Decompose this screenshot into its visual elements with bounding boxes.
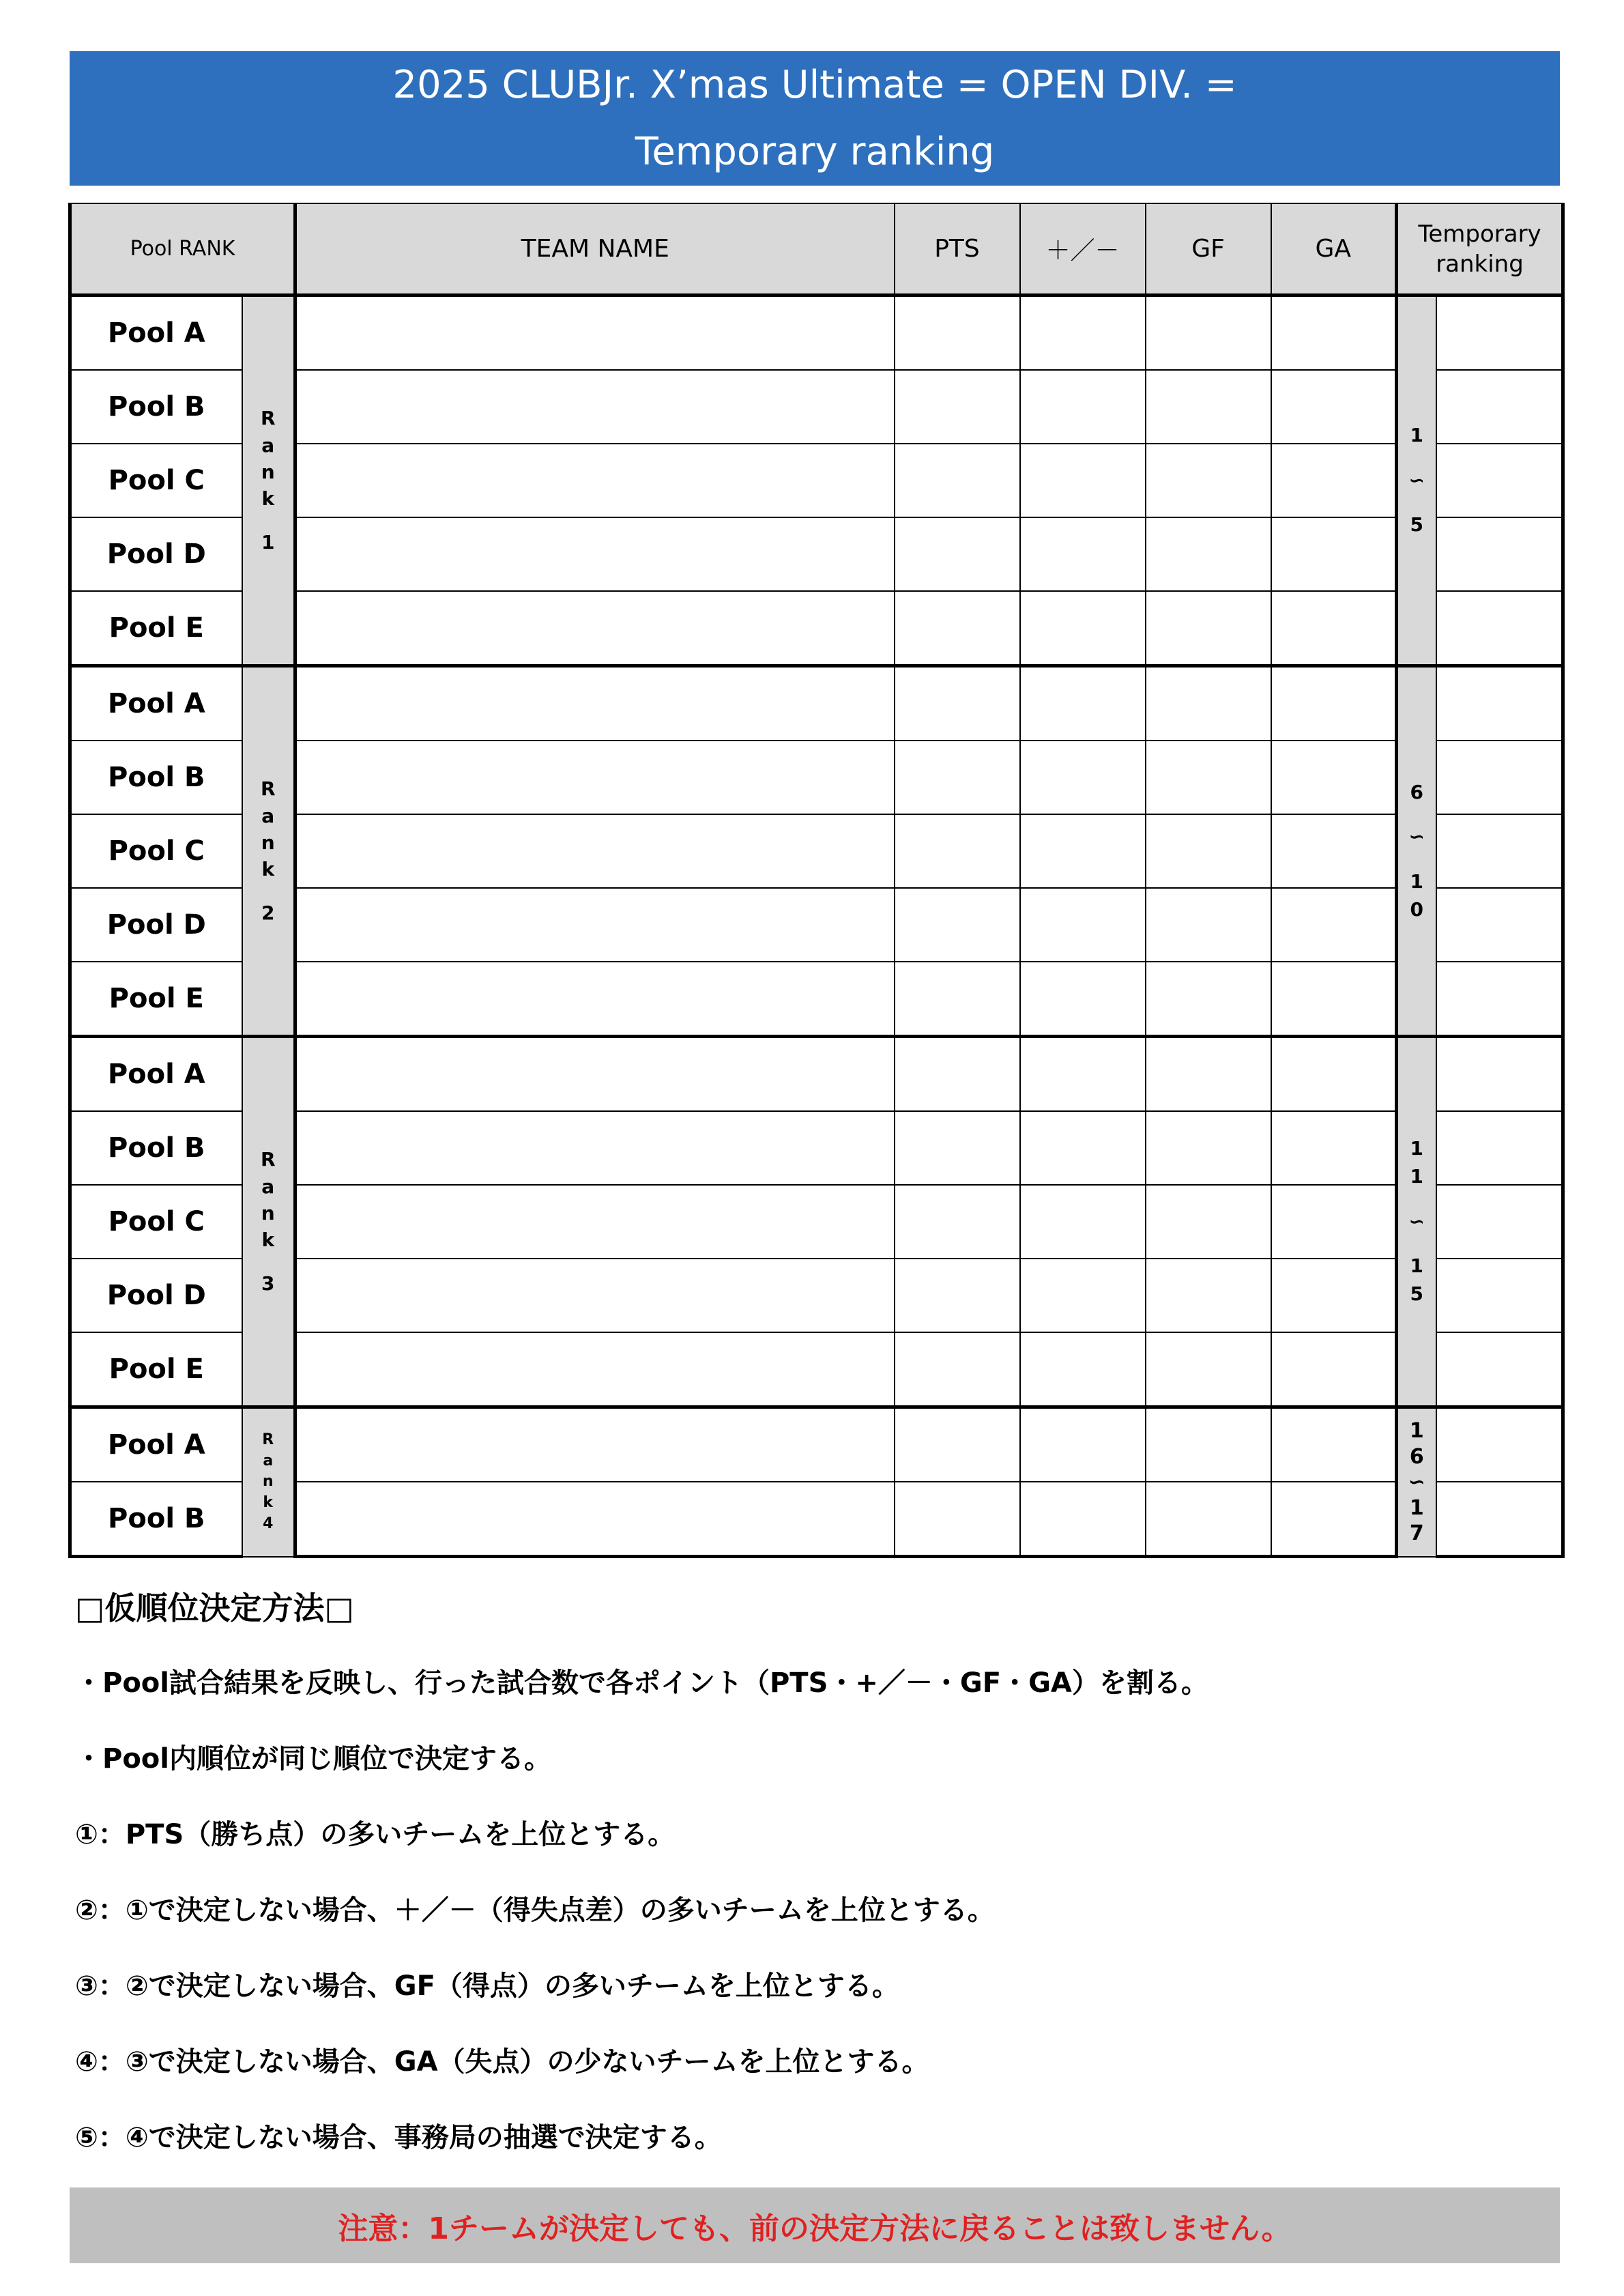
range-char: 5 [1410,513,1423,536]
header-gf: GF [1146,203,1271,296]
team-name-cell[interactable] [295,741,895,814]
temporary-ranking-cell[interactable] [1436,814,1563,888]
note-item: ・Pool試合結果を反映し、行った試合数で各ポイント（PTS・+／－・GF・GA）を割る。 [75,1667,1208,1699]
team-name-cell[interactable] [295,1037,895,1112]
rank-char: 2 [261,902,275,925]
team-name-cell[interactable] [295,517,895,591]
temporary-ranking-cell[interactable] [1436,741,1563,814]
ga-cell[interactable] [1271,444,1397,517]
plus-minus-cell[interactable] [1020,666,1146,741]
plus-minus-cell[interactable] [1020,591,1146,666]
rank-char: a [261,433,275,457]
pts-cell[interactable] [895,1185,1020,1259]
temporary-ranking-cell[interactable] [1436,1332,1563,1407]
pool-label: Pool D [70,517,242,591]
range-char: 5 [1410,1282,1423,1306]
range-char: 6 [1409,1444,1424,1469]
ga-cell[interactable] [1271,962,1397,1037]
rank-char: a [263,1452,274,1469]
pool-label: Pool B [70,1111,242,1185]
ga-cell[interactable] [1271,1332,1397,1407]
rank-char: n [261,1201,275,1224]
gf-cell[interactable] [1146,1111,1271,1185]
temporary-ranking-cell[interactable] [1436,370,1563,444]
pts-cell[interactable] [895,1482,1020,1557]
pool-label: Pool E [70,1332,242,1407]
range-char: ∽ [1408,1209,1425,1233]
gf-cell[interactable] [1146,1037,1271,1112]
range-char: 1 [1409,1419,1424,1443]
team-name-cell[interactable] [295,1111,895,1185]
pool-label: Pool B [70,370,242,444]
range-char: 1 [1410,423,1423,446]
ga-cell[interactable] [1271,1407,1397,1482]
plus-minus-cell[interactable] [1020,1185,1146,1259]
temporary-rank-range [1397,1037,1436,1407]
plus-minus-cell[interactable] [1020,1259,1146,1332]
rank-char: k [261,858,275,880]
rank-char: R [262,1431,274,1448]
pts-cell[interactable] [895,444,1020,517]
plus-minus-cell[interactable] [1020,741,1146,814]
rank-char: 4 [263,1515,274,1532]
header-plus-minus: ＋／－ [1020,203,1146,296]
pts-cell[interactable] [895,517,1020,591]
pool-label: Pool C [70,814,242,888]
temporary-ranking-cell[interactable] [1436,444,1563,517]
team-name-cell[interactable] [295,666,895,741]
gf-cell[interactable] [1146,741,1271,814]
rank-char: k [261,1229,275,1251]
range-char: ∽ [1408,468,1425,491]
notice-banner: 注意：1チームが決定しても、前の決定方法に戻ることは致しません。 [70,2187,1560,2263]
header-ga: GA [1271,203,1397,296]
pool-label: Pool A [70,1407,242,1482]
pts-cell[interactable] [895,1407,1020,1482]
gf-cell[interactable] [1146,888,1271,962]
plus-minus-cell[interactable] [1020,1482,1146,1557]
plus-minus-cell[interactable] [1020,370,1146,444]
pts-cell[interactable] [895,1111,1020,1185]
temporary-ranking-cell[interactable] [1436,517,1563,591]
gf-cell[interactable] [1146,1407,1271,1482]
ga-cell[interactable] [1271,1482,1397,1557]
temporary-rank-range [1397,666,1436,1037]
gf-cell[interactable] [1146,591,1271,666]
pts-cell[interactable] [895,814,1020,888]
temporary-ranking-cell[interactable] [1436,962,1563,1037]
team-name-cell[interactable] [295,370,895,444]
pts-cell[interactable] [895,370,1020,444]
pool-label: Pool E [70,591,242,666]
pool-label: Pool E [70,962,242,1037]
pts-cell[interactable] [895,1037,1020,1112]
range-char: ∽ [1408,1470,1425,1494]
rank-char: k [261,487,275,510]
gf-cell[interactable] [1146,962,1271,1037]
table-row [70,1407,1563,1482]
rank-char: 3 [261,1272,275,1295]
ga-cell[interactable] [1271,888,1397,962]
team-name-cell[interactable] [295,1482,895,1557]
team-name-cell[interactable] [295,1332,895,1407]
plus-minus-cell[interactable] [1020,444,1146,517]
team-name-cell[interactable] [295,1259,895,1332]
ga-cell[interactable] [1271,370,1397,444]
pool-rank-label [242,1037,295,1407]
note-item: ③：②で決定しない場合、GF（得点）の多いチームを上位とする。 [75,1970,899,2002]
note-item: ・Pool内順位が同じ順位で決定する。 [75,1743,551,1775]
header-team-name: TEAM NAME [295,203,895,296]
rank-char: R [260,407,276,430]
team-name-cell[interactable] [295,591,895,666]
temporary-ranking-cell[interactable] [1436,296,1563,371]
temporary-rank-range [1397,296,1436,666]
ga-cell[interactable] [1271,1259,1397,1332]
rank-char: n [262,1473,274,1491]
pts-cell[interactable] [895,666,1020,741]
table-header-row [70,203,1563,296]
pool-label: Pool D [70,1259,242,1332]
range-char: 1 [1410,870,1423,893]
gf-cell[interactable] [1146,814,1271,888]
ga-cell[interactable] [1271,517,1397,591]
team-name-cell[interactable] [295,296,895,371]
range-char: 1 [1410,1254,1423,1278]
note-item: ④：③で決定しない場合、GA（失点）の少ないチームを上位とする。 [75,2046,929,2078]
pts-cell[interactable] [895,1259,1020,1332]
plus-minus-cell[interactable] [1020,517,1146,591]
pool-label: Pool C [70,444,242,517]
temporary-ranking-cell[interactable] [1436,591,1563,666]
plus-minus-cell[interactable] [1020,814,1146,888]
ga-cell[interactable] [1271,1111,1397,1185]
pts-cell[interactable] [895,296,1020,371]
pts-cell[interactable] [895,591,1020,666]
ranking-table [68,203,1565,1558]
rank-char: R [260,777,276,801]
note-item: ⑤：④で決定しない場合、事務局の抽選で決定する。 [75,2122,722,2153]
header-title: 2025 CLUBJr. X’mas Ultimate = OPEN DIV. = [392,62,1237,107]
pool-label: Pool A [70,1037,242,1112]
ga-cell[interactable] [1271,1037,1397,1112]
temporary-ranking-cell[interactable] [1436,1482,1563,1557]
rank-char: k [263,1494,274,1512]
plus-minus-cell[interactable] [1020,296,1146,371]
header-temporary-line1: Temporary [1418,220,1541,248]
rank-char: 1 [261,531,275,554]
team-name-cell[interactable] [295,888,895,962]
header-pts: PTS [895,203,1020,296]
plus-minus-cell[interactable] [1020,1407,1146,1482]
pool-label: Pool A [70,666,242,741]
range-char: 1 [1410,1164,1423,1188]
temporary-ranking-cell[interactable] [1436,1407,1563,1482]
gf-cell[interactable] [1146,517,1271,591]
gf-cell[interactable] [1146,296,1271,371]
range-char: 7 [1409,1521,1424,1545]
header-temporary-ranking [1397,203,1563,296]
rank-char: a [261,804,275,827]
ga-cell[interactable] [1271,1185,1397,1259]
pts-cell[interactable] [895,1332,1020,1407]
rank-char: n [261,460,275,483]
rank-char: n [261,831,275,854]
table-row [70,1037,1563,1112]
header-subtitle: Temporary ranking [635,129,995,174]
plus-minus-cell[interactable] [1020,1332,1146,1407]
temporary-ranking-cell[interactable] [1436,1185,1563,1259]
team-name-cell[interactable] [295,1185,895,1259]
plus-minus-cell[interactable] [1020,1111,1146,1185]
team-name-cell[interactable] [295,444,895,517]
plus-minus-cell[interactable] [1020,962,1146,1037]
rank-char: a [261,1175,275,1198]
gf-cell[interactable] [1146,444,1271,517]
gf-cell[interactable] [1146,1332,1271,1407]
gf-cell[interactable] [1146,1259,1271,1332]
header-temporary-line2: ranking [1436,250,1524,278]
page-header [70,51,1560,186]
table-row [70,296,1563,371]
ga-cell[interactable] [1271,591,1397,666]
gf-cell[interactable] [1146,1482,1271,1557]
ga-cell[interactable] [1271,814,1397,888]
temporary-ranking-cell[interactable] [1436,666,1563,741]
table-row [70,666,1563,741]
gf-cell[interactable] [1146,666,1271,741]
temporary-ranking-cell[interactable] [1436,888,1563,962]
range-char: 1 [1409,1495,1424,1520]
range-char: 1 [1410,1137,1423,1160]
pool-label: Pool D [70,888,242,962]
temporary-ranking-cell[interactable] [1436,1037,1563,1112]
note-item: ②：①で決定しない場合、＋／－（得失点差）の多いチームを上位とする。 [75,1895,995,1926]
gf-cell[interactable] [1146,1185,1271,1259]
pts-cell[interactable] [895,741,1020,814]
pool-rank-label [242,1407,295,1557]
pool-label: Pool C [70,1185,242,1259]
temporary-rank-range [1397,1407,1436,1557]
ranking-method-notes [75,1583,1556,2193]
pts-cell[interactable] [895,962,1020,1037]
range-char: 0 [1410,898,1423,921]
team-name-cell[interactable] [295,1407,895,1482]
notes-title: □仮順位決定方法□ [75,1590,354,1626]
ga-cell[interactable] [1271,666,1397,741]
pool-rank-label [242,666,295,1037]
rank-char: R [260,1148,276,1171]
note-item: ①：PTS（勝ち点）の多いチームを上位とする。 [75,1819,676,1850]
team-name-cell[interactable] [295,962,895,1037]
temporary-ranking-cell[interactable] [1436,1259,1563,1332]
ga-cell[interactable] [1271,296,1397,371]
team-name-cell[interactable] [295,814,895,888]
range-char: 6 [1410,780,1423,803]
range-char: ∽ [1408,825,1425,848]
ga-cell[interactable] [1271,741,1397,814]
gf-cell[interactable] [1146,370,1271,444]
pool-rank-label [242,296,295,666]
temporary-ranking-cell[interactable] [1436,1111,1563,1185]
pts-cell[interactable] [895,888,1020,962]
plus-minus-cell[interactable] [1020,888,1146,962]
pool-label: Pool B [70,1482,242,1557]
pool-label: Pool A [70,296,242,371]
header-pool-rank: Pool RANK [70,203,295,296]
pool-label: Pool B [70,741,242,814]
plus-minus-cell[interactable] [1020,1037,1146,1112]
